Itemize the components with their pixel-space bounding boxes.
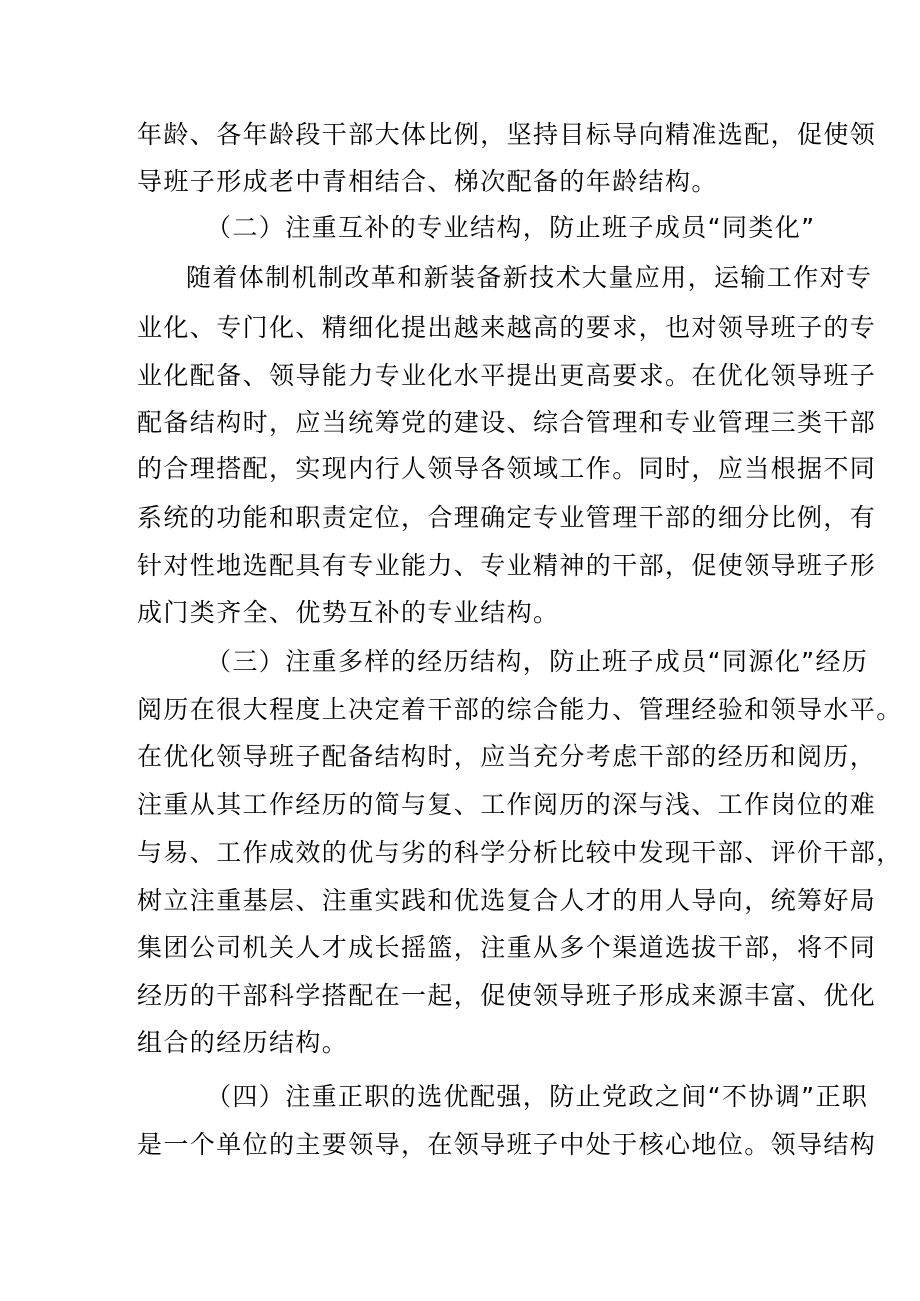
- text-line: 业化配备、领导能力专业化水平提出更高要求。在优化领导班子: [137, 361, 877, 390]
- text-line: 在优化领导班子配备结构时，应当充分考虑干部的经历和阅历，: [137, 742, 877, 771]
- text-line: 的合理搭配，实现内行人领导各领域工作。同时，应当根据不同: [137, 454, 877, 483]
- text-line: 随着体制机制改革和新装备新技术大量应用，运输工作对专: [186, 263, 873, 292]
- text-line: 树立注重基层、注重实践和优选复合人才的用人导向，统筹好局: [137, 886, 877, 915]
- section-heading: （三）注重多样的经历结构，防止班子成员“同源化”经历: [206, 647, 869, 676]
- text-line: 针对性地选配具有专业能力、专业精神的干部，促使领导班子形: [137, 551, 877, 580]
- text-line: 组合的经历结构。: [137, 1028, 349, 1057]
- text-line: 与易、工作成效的优与劣的科学分析比较中发现干部、评价干部，: [137, 838, 903, 867]
- text-line: 集团公司机关人才成长摇篮，注重从多个渠道选拔干部，将不同: [137, 933, 877, 962]
- text-line: 是一个单位的主要领导，在领导班子中处于核心地位。领导结构: [137, 1130, 877, 1159]
- section-heading: （四）注重正职的选优配强，防止党政之间“不协调”正职: [206, 1082, 869, 1111]
- text-line: 成门类齐全、优势互补的专业结构。: [137, 598, 560, 627]
- text-line: 配备结构时，应当统筹党的建设、综合管理和专业管理三类干部: [137, 408, 877, 437]
- text-line: 导班子形成老中青相结合、梯次配备的年龄结构。: [137, 167, 718, 196]
- text-line: 业化、专门化、精细化提出越来越高的要求，也对领导班子的专: [137, 313, 877, 342]
- section-heading: （二）注重互补的专业结构，防止班子成员“同类化”: [206, 213, 816, 242]
- text-line: 年龄、各年龄段干部大体比例，坚持目标导向精准选配，促使领: [137, 120, 877, 149]
- text-line: 系统的功能和职责定位，合理确定专业管理干部的细分比例，有: [137, 503, 877, 532]
- text-line: 经历的干部科学搭配在一起，促使领导班子形成来源丰富、优化: [137, 981, 877, 1010]
- text-line: 注重从其工作经历的简与复、工作阅历的深与浅、工作岗位的难: [137, 790, 877, 819]
- text-line: 阅历在很大程度上决定着干部的综合能力、管理经验和领导水平。: [137, 695, 903, 724]
